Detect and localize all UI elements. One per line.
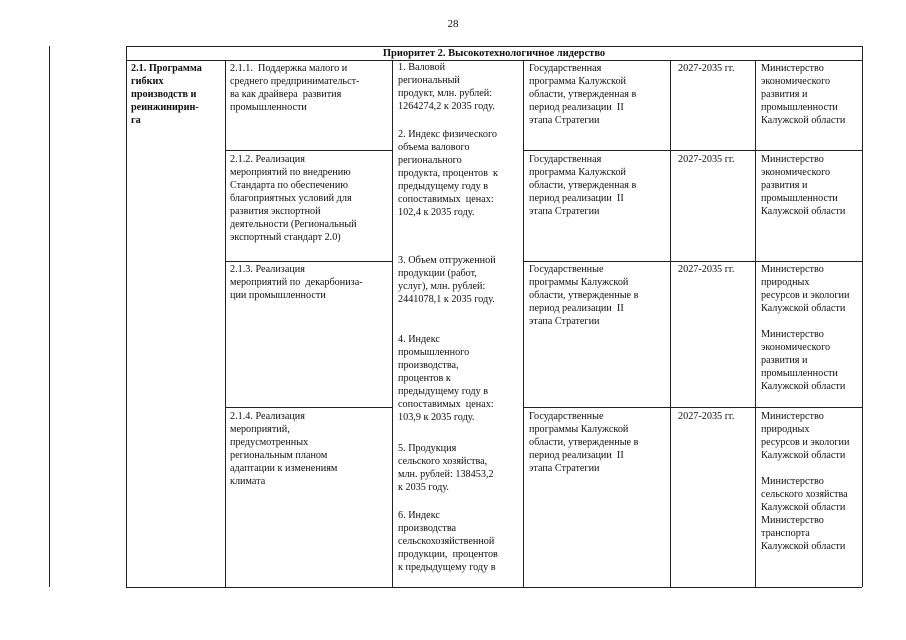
ministry-line: Министерство bbox=[761, 515, 824, 526]
measure-line: региональным планом bbox=[230, 450, 328, 461]
program-document-line: период реализации II bbox=[529, 303, 624, 314]
ministry-line: развития и bbox=[761, 89, 808, 100]
program-document-line: Государственная bbox=[529, 154, 602, 165]
measure-line: 2.1.3. Реализация bbox=[230, 264, 305, 275]
column-separator bbox=[392, 60, 393, 587]
program-document-line: программы Калужской bbox=[529, 424, 629, 435]
ministry-line: транспорта bbox=[761, 528, 810, 539]
indicator-line: продукт, млн. рублей: bbox=[398, 88, 493, 99]
indicator-line: продукта, процентов к bbox=[398, 168, 498, 179]
indicator-line: 2441078,1 к 2035 году. bbox=[398, 294, 495, 305]
ministry-line bbox=[761, 462, 861, 475]
program-document-line: этапа Стратегии bbox=[529, 316, 600, 327]
indicator-block bbox=[398, 442, 522, 494]
column-separator bbox=[225, 60, 226, 587]
ministry-cell bbox=[761, 62, 861, 127]
indicator-line: объема валового bbox=[398, 142, 470, 153]
indicator-block bbox=[398, 509, 522, 574]
program-document-line: этапа Стратегии bbox=[529, 115, 600, 126]
period-text: 2027-2035 гг. bbox=[678, 154, 735, 165]
indicator-line: 103,9 к 2035 году. bbox=[398, 412, 475, 423]
measure-line: ва как драйвера развития bbox=[230, 89, 342, 100]
program-document-line: Государственные bbox=[529, 411, 604, 422]
program-document-line: программы Калужской bbox=[529, 277, 629, 288]
measure-cell bbox=[230, 263, 390, 302]
period-cell bbox=[678, 62, 754, 75]
ministry-line: Калужской области bbox=[761, 502, 846, 513]
ministry-line: Калужской области bbox=[761, 450, 846, 461]
program-document-line: области, утвержденные в bbox=[529, 290, 639, 301]
row-separator bbox=[225, 407, 392, 408]
measure-line: адаптации к изменениям bbox=[230, 463, 338, 474]
program-document-line: период реализации II bbox=[529, 450, 624, 461]
indicator-block bbox=[398, 333, 522, 424]
program-document-cell bbox=[529, 263, 669, 328]
indicator-line: продукции (работ, bbox=[398, 268, 477, 279]
row-separator bbox=[523, 407, 862, 408]
measure-line: климата bbox=[230, 476, 266, 487]
program-line: 2.1. Программа bbox=[131, 63, 202, 74]
ministry-line: природных bbox=[761, 277, 810, 288]
measure-line: предусмотренных bbox=[230, 437, 309, 448]
indicator-line: производства, bbox=[398, 360, 459, 371]
program-document-line: Государственные bbox=[529, 264, 604, 275]
program-line: га bbox=[131, 115, 141, 126]
table-left-border bbox=[126, 46, 127, 587]
ministry-line: промышленности bbox=[761, 193, 838, 204]
indicator-line: услуг), млн. рублей: bbox=[398, 281, 486, 292]
indicator-block bbox=[398, 61, 522, 113]
program-document-cell bbox=[529, 410, 669, 475]
ministry-line: Министерство bbox=[761, 329, 824, 340]
measure-line: среднего предпринимательст- bbox=[230, 76, 360, 87]
program-document-line: Государственная bbox=[529, 63, 602, 74]
ministry-line: экономического bbox=[761, 342, 831, 353]
indicator-line: 4. Индекс bbox=[398, 334, 440, 345]
indicator-line: сельского хозяйства, bbox=[398, 456, 488, 467]
ministry-line: природных bbox=[761, 424, 810, 435]
indicator-line: региональный bbox=[398, 75, 460, 86]
page-number: 28 bbox=[447, 18, 459, 30]
ministry-line: Министерство bbox=[761, 476, 824, 487]
indicator-line: предыдущему году в bbox=[398, 386, 489, 397]
period-cell bbox=[678, 153, 754, 166]
period-text: 2027-2035 гг. bbox=[678, 264, 735, 275]
measure-line: 2.1.1. Поддержка малого и bbox=[230, 63, 348, 74]
ministry-line: промышленности bbox=[761, 102, 838, 113]
program-document-line: программа Калужской bbox=[529, 76, 626, 87]
indicator-line: 1. Валовой bbox=[398, 62, 446, 73]
ministry-line: Калужской области bbox=[761, 381, 846, 392]
indicator-line: к предыдущему году в bbox=[398, 562, 496, 573]
measure-line: мероприятий по декарбониза- bbox=[230, 277, 363, 288]
measure-line: экспортный стандарт 2.0) bbox=[230, 232, 341, 243]
indicator-line: 3. Объем отгруженной bbox=[398, 255, 496, 266]
ministry-cell bbox=[761, 153, 861, 218]
period-cell bbox=[678, 410, 754, 423]
ministry-line: сельского хозяйства bbox=[761, 489, 848, 500]
measure-line: Стандарта по обеспечению bbox=[230, 180, 348, 191]
period-text: 2027-2035 гг. bbox=[678, 63, 735, 74]
indicator-line: 5. Продукция bbox=[398, 443, 457, 454]
program-document-cell bbox=[529, 62, 669, 127]
row-separator bbox=[225, 261, 392, 262]
ministry-line: Калужской области bbox=[761, 541, 846, 552]
ministry-cell bbox=[761, 263, 861, 393]
ministry-line: ресурсов и экологии bbox=[761, 290, 850, 301]
indicator-line: 1264274,2 к 2035 году. bbox=[398, 101, 495, 112]
measure-line: ции промышленности bbox=[230, 290, 326, 301]
program-document-line: программа Калужской bbox=[529, 167, 626, 178]
column-separator bbox=[755, 60, 756, 587]
indicator-line: предыдущему году в bbox=[398, 181, 489, 192]
ministry-line: Калужской области bbox=[761, 303, 846, 314]
priority-header: Приоритет 2. Высокотехнологичное лидерство bbox=[382, 48, 606, 59]
table-right-border bbox=[862, 46, 863, 587]
table-bottom-border bbox=[126, 587, 862, 588]
indicator-line: к 2035 году. bbox=[398, 482, 449, 493]
indicator-block bbox=[398, 128, 522, 219]
indicator-line: сопоставимых ценах: bbox=[398, 399, 494, 410]
measure-line: мероприятий по внедрению bbox=[230, 167, 351, 178]
ministry-line: Министерство bbox=[761, 63, 824, 74]
measure-line: 2.1.2. Реализация bbox=[230, 154, 305, 165]
indicator-line: 2. Индекс физического bbox=[398, 129, 497, 140]
column-separator bbox=[523, 60, 524, 587]
row-separator bbox=[225, 150, 392, 151]
program-document-cell bbox=[529, 153, 669, 218]
column-separator bbox=[670, 60, 671, 587]
program-document-line: период реализации II bbox=[529, 193, 624, 204]
indicator-line: регионального bbox=[398, 155, 462, 166]
program-line: реинжинирин- bbox=[131, 102, 199, 113]
ministry-line: Министерство bbox=[761, 264, 824, 275]
program-document-line: области, утвержденная в bbox=[529, 89, 637, 100]
program-document-line: период реализации II bbox=[529, 102, 624, 113]
measure-line: мероприятий, bbox=[230, 424, 290, 435]
ministry-line bbox=[761, 315, 861, 328]
ministry-line: развития и bbox=[761, 355, 808, 366]
left-margin-rule bbox=[49, 46, 50, 587]
indicator-line: млн. рублей: 138453,2 bbox=[398, 469, 494, 480]
measure-line: благоприятных условий для bbox=[230, 193, 352, 204]
indicator-line: сельскохозяйственной bbox=[398, 536, 495, 547]
measure-cell bbox=[230, 62, 390, 114]
program-document-line: этапа Стратегии bbox=[529, 206, 600, 217]
program-document-line: этапа Стратегии bbox=[529, 463, 600, 474]
ministry-line: ресурсов и экологии bbox=[761, 437, 850, 448]
row-separator bbox=[523, 150, 862, 151]
indicator-line: 6. Индекс bbox=[398, 510, 440, 521]
ministry-line: развития и bbox=[761, 180, 808, 191]
ministry-line: промышленности bbox=[761, 368, 838, 379]
ministry-line: Министерство bbox=[761, 154, 824, 165]
ministry-line: Министерство bbox=[761, 411, 824, 422]
ministry-line: Калужской области bbox=[761, 206, 846, 217]
indicator-line: продукции, процентов bbox=[398, 549, 498, 560]
measure-cell bbox=[230, 410, 390, 488]
measure-line: развития экспортной bbox=[230, 206, 321, 217]
measure-line: промышленности bbox=[230, 102, 307, 113]
indicator-line: промышленного bbox=[398, 347, 470, 358]
ministry-cell bbox=[761, 410, 861, 553]
program-line: производств и bbox=[131, 89, 197, 100]
indicator-block bbox=[398, 254, 522, 306]
program-document-line: области, утвержденная в bbox=[529, 180, 637, 191]
program-line: гибких bbox=[131, 76, 164, 87]
row-separator bbox=[523, 261, 862, 262]
indicator-line: процентов к bbox=[398, 373, 451, 384]
period-text: 2027-2035 гг. bbox=[678, 411, 735, 422]
ministry-line: Калужской области bbox=[761, 115, 846, 126]
program-document-line: области, утвержденные в bbox=[529, 437, 639, 448]
ministry-line: экономического bbox=[761, 167, 831, 178]
indicator-line: 102,4 к 2035 году. bbox=[398, 207, 475, 218]
indicator-line: производства bbox=[398, 523, 457, 534]
program-cell bbox=[131, 62, 223, 127]
measure-line: деятельности (Региональный bbox=[230, 219, 357, 230]
measure-line: 2.1.4. Реализация bbox=[230, 411, 305, 422]
period-cell bbox=[678, 263, 754, 276]
indicator-line: сопоставимых ценах: bbox=[398, 194, 494, 205]
measure-cell bbox=[230, 153, 390, 244]
ministry-line: экономического bbox=[761, 76, 831, 87]
